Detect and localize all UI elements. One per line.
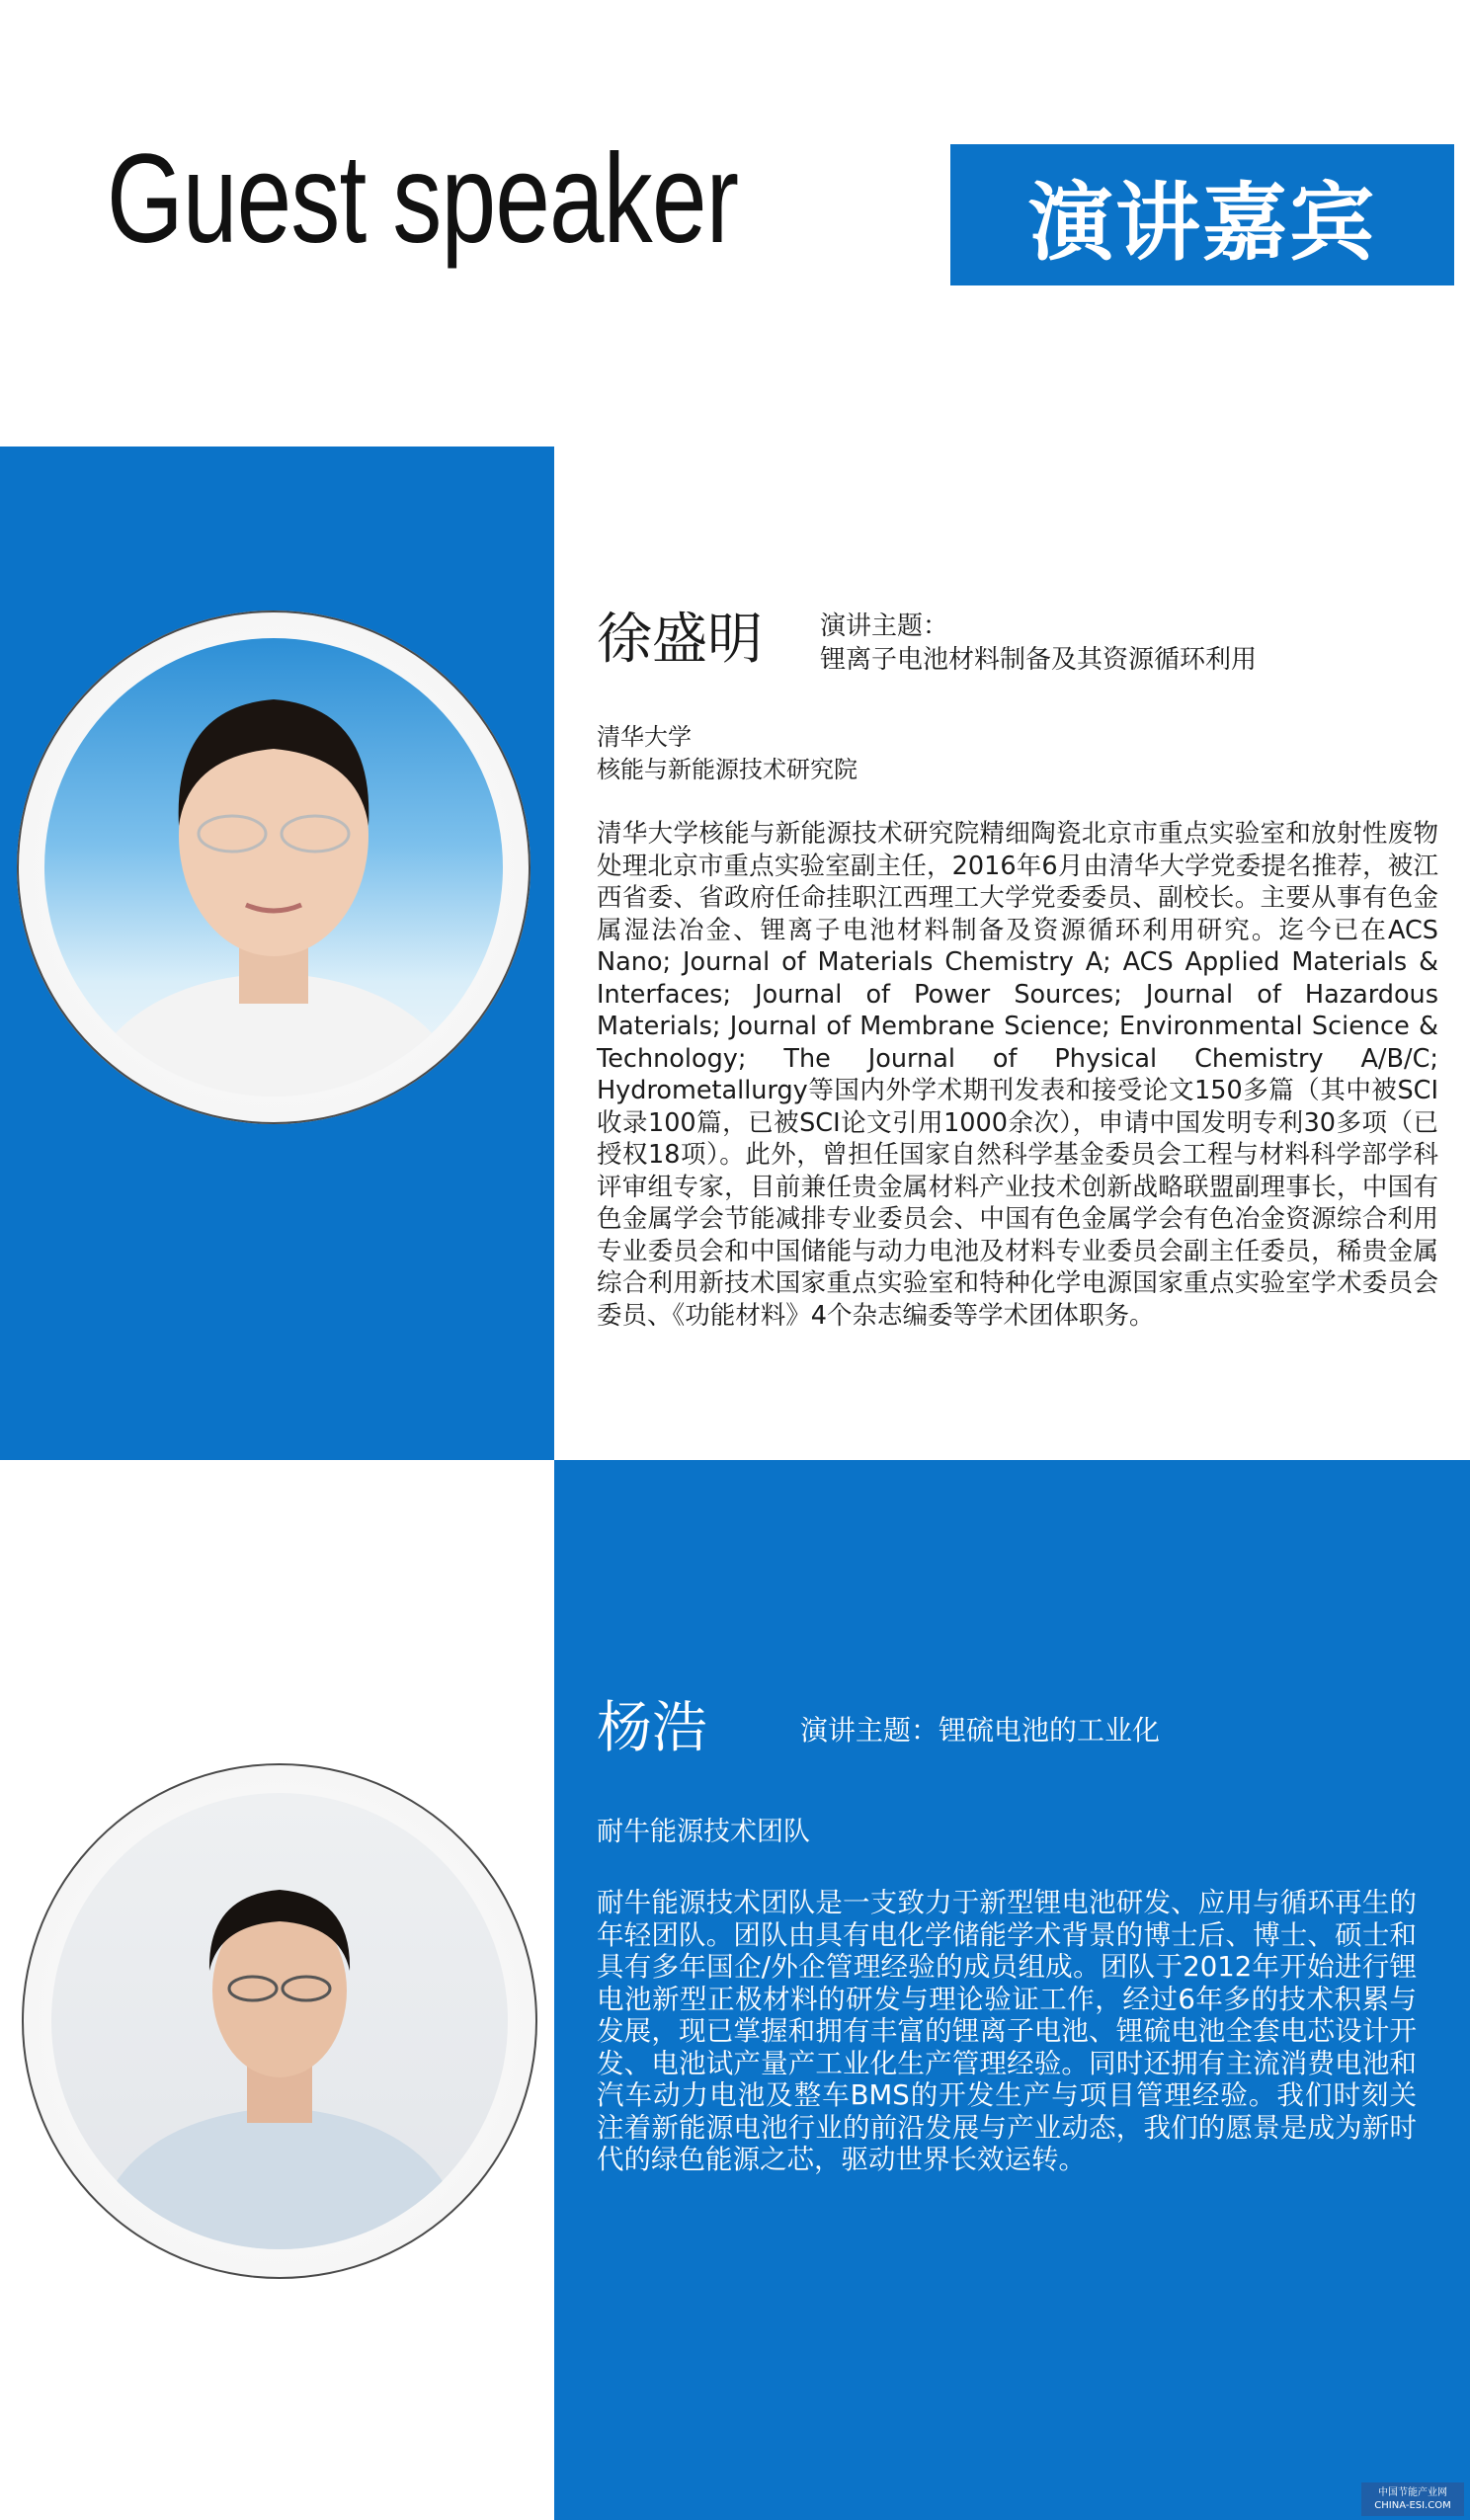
speaker-2-silhouette — [51, 1793, 508, 2249]
speaker-2-org: 耐牛能源技术团队 — [597, 1817, 810, 1847]
page-title: Guest speaker — [107, 128, 739, 270]
watermark-line2: CHINA-ESI.COM — [1374, 2500, 1451, 2511]
speaker-2-photo — [51, 1793, 508, 2249]
speaker-1-bio: 清华大学核能与新能源技术研究院精细陶瓷北京市重点实验室和放射性废物处理北京市重点实验室副主任，2016年6月由清华大学党委提名推荐，被江西省委、省政府任命挂职江西理工大学党委委员、副校长。主要从事有色金属湿法冶金、锂离子电池材料制备及资源循环利用研究。迄今已在ACS Nano; Journal of Materials Chemistry A; ACS Applied Materials & Interfaces; Journal of Power Sources; Journal of Hazardous Materials; Journal of Membrane Science; Environmental Science & Technology; The Journal of Physical Chemistry A/B/C; Hydrometallurgy等国内外学术期刊发表和接受论文150多篇（其中被SCI收录100篇，已被SCI论文引用1000余次），申请中国发明专利30多项（已授权18项）。此外，曾担任国家自然科学基金委员会工程与材料科学部学科评审组专家，目前兼任贵金属材料产业技术创新战略联盟副理事长，中国有色金属学会节能减排专业委员会、中国有色金属学会有色冶金资源综合利用专业委员会和中国储能与动力电池及材料专业委员会副主任委员，稀贵金属综合利用新技术国家重点实验室和特种化学电源国家重点实验室学术委员会委员、《功能材料》4个杂志编委等学术团体职务。 — [597, 819, 1438, 1331]
speaker-1-name: 徐盛明 — [597, 608, 763, 672]
speaker-1-org-line2: 核能与新能源技术研究院 — [597, 756, 858, 783]
title-badge: 演讲嘉宾 — [950, 144, 1454, 285]
watermark-line1: 中国节能产业网 — [1378, 2487, 1447, 2498]
speaker-2-bio: 耐牛能源技术团队是一支致力于新型锂电池研发、应用与循环再生的年轻团队。团队由具有电化学储能学术背景的博士后、博士、硕士和具有多年国企/外企管理经验的成员组成。团队于2012年开始进行锂电池新型正极材料的研发与理论验证工作，经过6年多的技术积累与发展，现已掌握和拥有丰富的锂离子电池、锂硫电池全套电芯设计开发、电池试产量产工业化生产管理经验。同时还拥有主流消费电池和汽车动力电池及整车BMS的开发生产与项目管理经验。我们时刻关注着新能源电池行业的前沿发展与产业动态，我们的愿景是成为新时代的绿色能源之芯，驱动世界长效运转。 — [597, 1887, 1417, 2175]
speaker-1-portrait-frame — [17, 610, 531, 1124]
site-watermark-logo — [1361, 2482, 1464, 2516]
speaker-1-silhouette — [44, 638, 503, 1097]
speaker-2-name: 杨浩 — [597, 1696, 707, 1760]
speaker-1-topic-label: 演讲主题： — [820, 611, 949, 641]
speaker-1-topic: 锂离子电池材料制备及其资源循环利用 — [820, 645, 1258, 675]
speaker-2-topic: 演讲主题：锂硫电池的工业化 — [800, 1714, 1161, 1747]
speaker-1-photo — [44, 638, 503, 1097]
speaker-1-org-line1: 清华大学 — [597, 723, 692, 751]
speaker-2-portrait-frame — [22, 1763, 537, 2279]
